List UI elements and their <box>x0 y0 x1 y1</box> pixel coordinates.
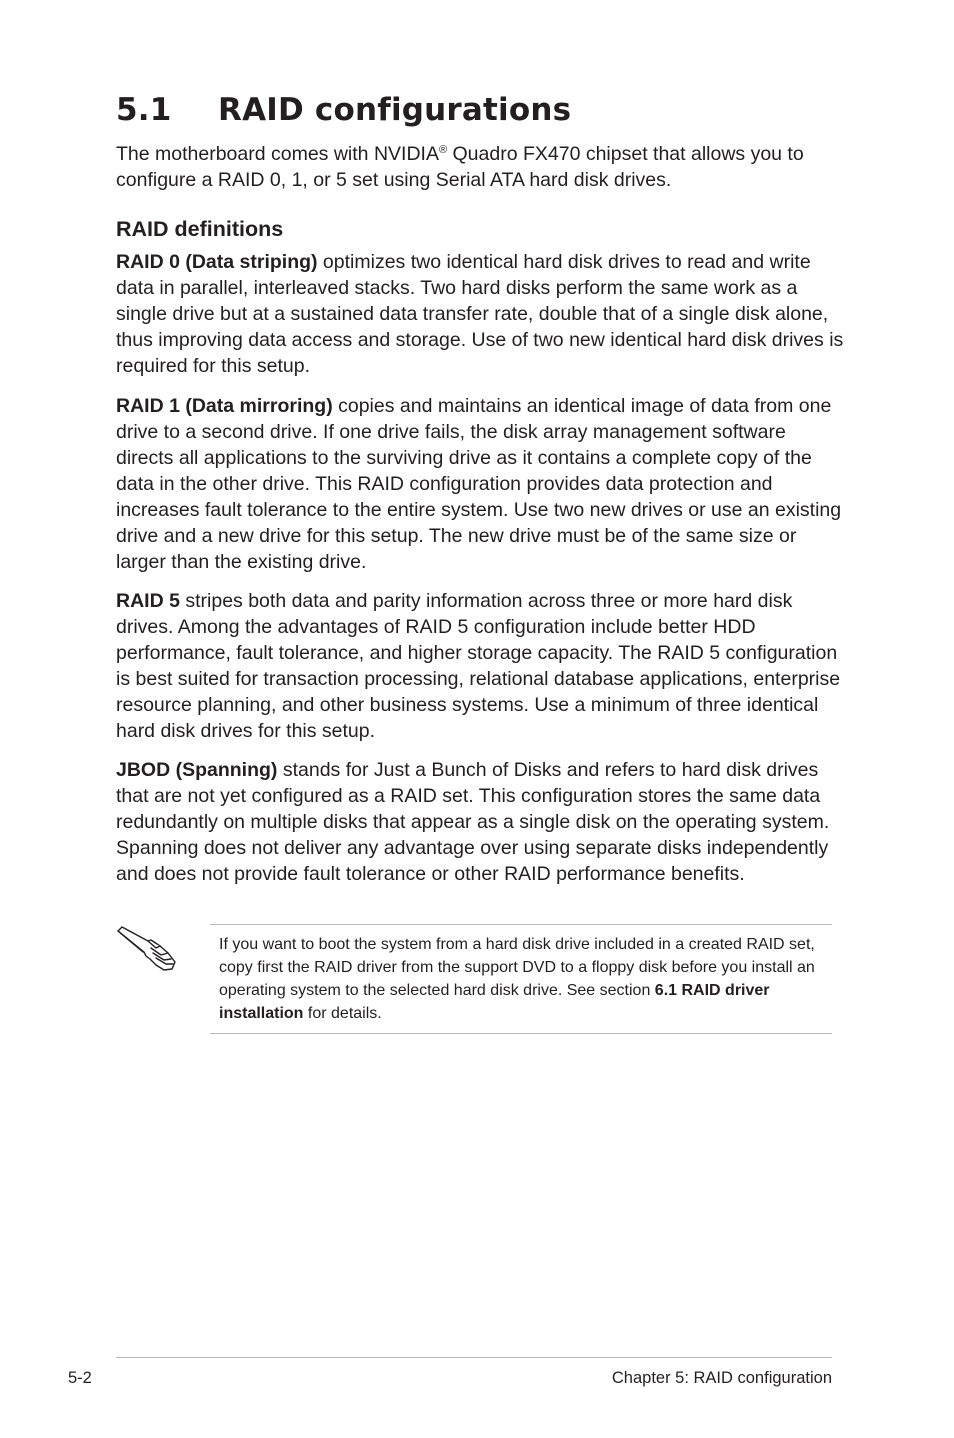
raid0-text: optimizes two identical hard disk drives to read and write data in parallel, interleaved stacks. Two hard disks perform the same work as a single drive but at a sustained data transfer rate, double that of a single disk alone, thus improving data access and storage. Use of two new identical hard disk drives is required for this setup. <box>116 251 844 377</box>
raid5-term: RAID 5 <box>116 590 180 612</box>
raid1-paragraph <box>116 393 846 575</box>
registered-mark: ® <box>438 144 448 156</box>
section-number: 5.1 <box>116 92 172 128</box>
note-section-reference: 6.1 RAID driver installation <box>219 982 770 1022</box>
footer-divider <box>116 1357 832 1358</box>
raid1-term: RAID 1 (Data mirroring) <box>116 395 333 417</box>
pointing-hand-icon <box>112 922 182 974</box>
page-title <box>116 88 571 132</box>
jbod-term: JBOD (Spanning) <box>116 759 278 781</box>
note-bottom-divider <box>210 1033 832 1034</box>
note-body: If you want to boot the system from a hard disk drive included in a created RAID set, copy first the RAID driver from the support DVD to a floppy disk before you install an operating system to the selected hard disk drive. See section <box>219 936 815 999</box>
jbod-paragraph <box>116 757 846 887</box>
section-title: RAID configurations <box>218 92 572 128</box>
note-top-divider <box>210 924 832 925</box>
raid0-term: RAID 0 (Data striping) <box>116 251 318 273</box>
page-number: 5-2 <box>68 1369 92 1387</box>
raid5-text: stripes both data and parity information across three or more hard disk drives. Among the advantages of RAID 5 configuration include better HDD performance, fault tolerance, and higher storage capacity. The RAID 5 configuration is best suited for transaction processing, relational database applications, enterprise resource planning, and other business systems. Use a minimum of three identical hard disk drives for this setup. <box>116 590 841 742</box>
jbod-text: stands for Just a Bunch of Disks and refers to hard disk drives that are not yet configured as a RAID set. This configuration stores the same data redundantly on multiple disks that appear as a single disk on the operating system. Spanning does not deliver any advantage over using separate disks independently and does not provide fault tolerance or other RAID performance benefits. <box>116 759 830 885</box>
intro-text-continued: Quadro FX470 chipset that allows you to configure a RAID 0, 1, or 5 set using Serial ATA hard disk drives. <box>116 143 804 191</box>
intro-text: The motherboard comes with NVIDIA <box>116 143 439 165</box>
note-ending: for details. <box>303 1005 382 1022</box>
raid0-paragraph <box>116 249 846 379</box>
intro-paragraph <box>116 141 846 193</box>
chapter-label: Chapter 5: RAID configuration <box>611 1369 832 1387</box>
raid1-text: copies and maintains an identical image of data from one drive to a second drive. If one drive fails, the disk array management software directs all applications to the surviving drive as it contains a complete copy of the data in the other drive. This RAID configuration provides data protection and increases fault tolerance to the entire system. Use two new drives or use an existing drive and a new drive for this setup. The new drive must be of the same size or larger than the existing drive. <box>116 395 842 573</box>
raid-definitions-heading: RAID definitions <box>116 217 284 241</box>
note-text <box>219 933 835 1025</box>
raid5-paragraph <box>116 588 846 744</box>
